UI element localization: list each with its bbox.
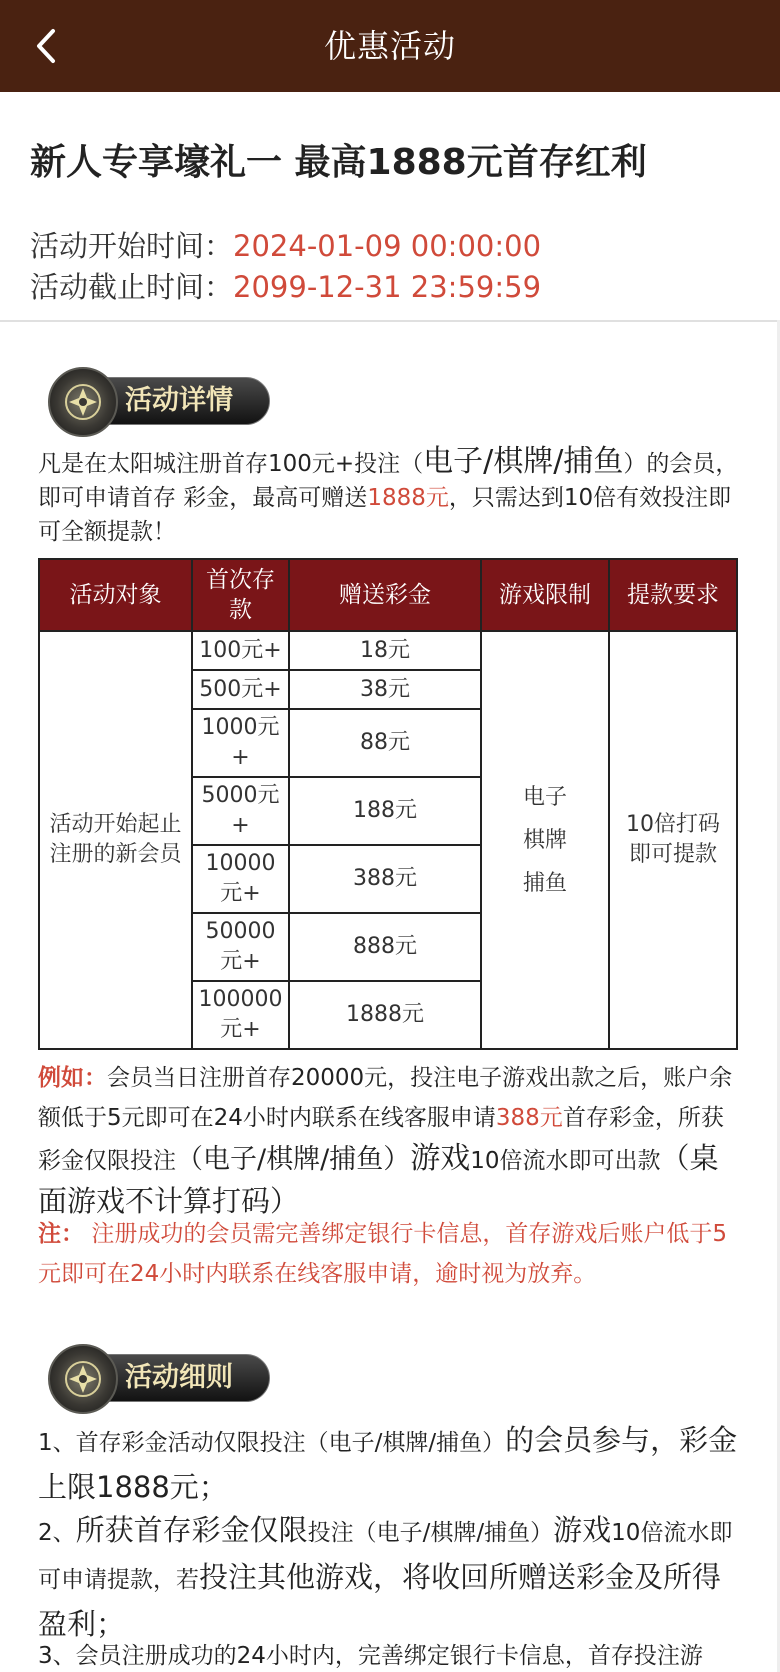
details-section-badge — [48, 367, 270, 433]
rules-badge-label: 活动细则 — [125, 1362, 233, 1393]
end-time-label: 活动截止时间： — [30, 270, 234, 304]
start-time-value: 2024-01-09 00:00:00 — [233, 229, 542, 263]
rule-1-text-c: 的会员参与，彩金上限1888元； — [38, 1423, 738, 1504]
example-games: （电子/棋牌/捕鱼） — [176, 1144, 411, 1175]
bonus-cell: 38元 — [289, 670, 481, 709]
rule-1-text-a: 1、首存彩金活动仅限投注 — [38, 1430, 306, 1456]
rule-2-num: 2、 — [38, 1520, 76, 1546]
intro-max-bonus: 1888元 — [367, 485, 449, 511]
target-cell: 活动开始起止注册的新会员 — [39, 631, 192, 1049]
intro-text-3: ，只需达到10倍有效投注即可全额提款！ — [38, 485, 732, 545]
bonus-cell: 1888元 — [289, 981, 481, 1049]
game-type: 棋牌 — [522, 827, 567, 853]
header-deposit: 首次存款 — [192, 559, 289, 631]
emblem-icon — [48, 367, 118, 437]
header-divider — [0, 320, 780, 322]
promo-title: 新人专享壕礼一 最高1888元首存红利 — [30, 142, 647, 183]
rule-2 — [38, 1508, 748, 1649]
example-text-4: 10倍流水即可出款 — [470, 1148, 661, 1174]
details-intro — [38, 445, 744, 549]
rule-2-games: （电子/棋牌/捕鱼） — [353, 1520, 554, 1546]
end-time-row — [30, 265, 541, 306]
rule-2-text-g: 投注其他游戏，将收回所赠送彩金及所得盈利； — [38, 1560, 722, 1641]
bonus-cell: 188元 — [289, 777, 481, 845]
example-text-2: 首存彩金，所获彩金仅限投注 — [38, 1105, 724, 1174]
example-amount: 388元 — [495, 1105, 563, 1131]
start-time-row — [30, 224, 541, 265]
rules-section-badge — [48, 1344, 270, 1410]
deposit-cell: 10000元+ — [192, 845, 289, 913]
header-games: 游戏限制 — [481, 559, 609, 631]
deposit-cell: 1000元+ — [192, 709, 289, 777]
reward-table — [38, 558, 738, 1050]
header-withdraw: 提款要求 — [609, 559, 737, 631]
deposit-cell: 100元+ — [192, 631, 289, 670]
rule-2-text-f: 10倍流水即可申请提款，若 — [38, 1520, 733, 1593]
intro-text-2: ）的会员，即可申请首存 彩金，最高可赠送 — [38, 451, 739, 511]
example-paragraph — [38, 1058, 744, 1224]
rule-2-text-e: 游戏 — [553, 1513, 612, 1547]
rule-3: 3、会员注册成功的24小时内，完善绑定银行卡信息，首存投注游 — [38, 1643, 703, 1669]
notice-text: 注册成功的会员需完善绑定银行卡信息，首存游戏后账户低于5元即可在24小时内联系在线客服申请，逾时视为放弃。 — [38, 1221, 727, 1287]
end-time-value: 2099-12-31 23:59:59 — [233, 270, 542, 304]
table-header-row — [39, 559, 737, 631]
rule-2-text-b: 所获首存彩金仅限 — [75, 1513, 308, 1547]
deposit-cell: 50000元+ — [192, 913, 289, 981]
start-time-label: 活动开始时间： — [30, 229, 234, 263]
example-text-3: 游戏 — [410, 1141, 471, 1176]
bonus-cell: 888元 — [289, 913, 481, 981]
deposit-cell: 100000元+ — [192, 981, 289, 1049]
intro-text-1: 凡是在太阳城注册首存100元+投注（ — [38, 451, 424, 477]
example-text-1: 会员当日注册首存20000元，投注电子游戏出款之后，账户余额低于5元即可在24小时内联系在线客服申请 — [38, 1065, 733, 1131]
example-label: 例如： — [38, 1065, 107, 1091]
game-type: 捕鱼 — [522, 870, 567, 896]
example-text-5: （桌面游戏不计算打码） — [38, 1141, 719, 1218]
games-cell — [481, 631, 609, 1049]
top-bar — [0, 0, 780, 92]
page-title: 优惠活动 — [323, 27, 456, 65]
header-bonus: 赠送彩金 — [289, 559, 481, 631]
bonus-cell: 388元 — [289, 845, 481, 913]
header-target: 活动对象 — [39, 559, 192, 631]
notice-label: 注： — [38, 1221, 84, 1247]
withdraw-cell: 10倍打码即可提款 — [609, 631, 737, 1049]
details-badge-label: 活动详情 — [125, 385, 233, 416]
rule-2-text-c: 投注 — [307, 1520, 354, 1546]
table-row — [39, 631, 737, 670]
bonus-cell: 18元 — [289, 631, 481, 670]
deposit-cell: 500元+ — [192, 670, 289, 709]
intro-games: 电子/棋牌/捕鱼 — [423, 444, 624, 479]
notice-paragraph — [38, 1214, 744, 1294]
game-type: 电子 — [522, 784, 567, 810]
rule-1-games: （电子/棋牌/捕鱼） — [305, 1430, 506, 1456]
bonus-cell: 88元 — [289, 709, 481, 777]
emblem-icon — [48, 1344, 118, 1414]
deposit-cell: 5000元+ — [192, 777, 289, 845]
rule-1 — [38, 1418, 748, 1512]
